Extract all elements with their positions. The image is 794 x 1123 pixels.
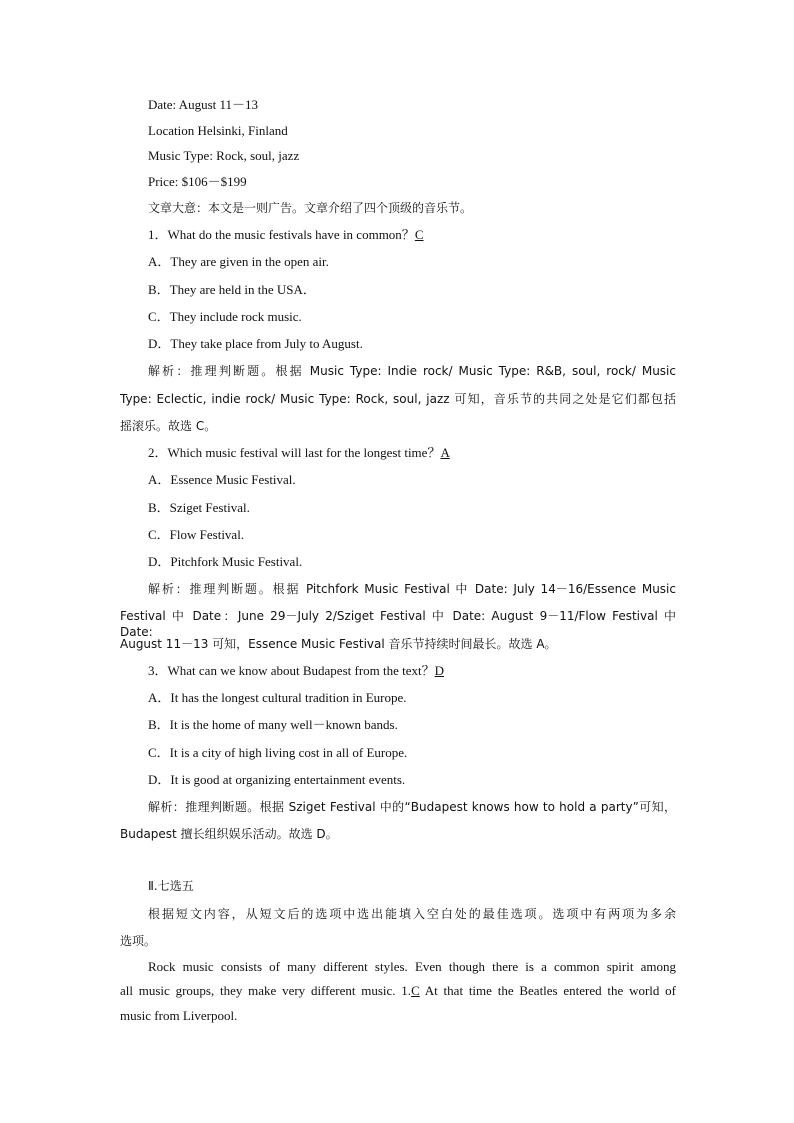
q1-explain-line-3: 摇滚乐。故选 C。 — [120, 419, 217, 433]
passage-line-2 — [120, 983, 676, 999]
q3-option-d: D．It is good at organizing entertainment events. — [148, 772, 406, 787]
q3-option-b: B．It is the home of many well－known bands. — [148, 717, 398, 732]
section-2-heading: Ⅱ.七选五 — [148, 879, 194, 893]
info-price: Price: $106－$199 — [148, 174, 247, 189]
passage-line-2-start: all music groups, they make very different music. 1. — [120, 983, 412, 998]
q1-option-c: C．They include rock music. — [148, 309, 302, 324]
q2-option-d: D．Pitchfork Music Festival. — [148, 554, 303, 569]
section-2-instructions-line-1: 根据短文内容，从短文后的选项中选出能填入空白处的最佳选项。选项中有两项为多余 — [148, 907, 676, 921]
q3-option-c: C．It is a city of high living cost in all of Europe. — [148, 745, 408, 760]
q2-option-c: C．Flow Festival. — [148, 527, 245, 542]
question-1 — [148, 227, 423, 243]
q1-explain-line-1: 解析：推理判断题。根据 Music Type: Indie rock/ Music Type: R&B, soul, rock/ Music — [148, 364, 676, 378]
q2-option-a: A．Essence Music Festival. — [148, 472, 296, 487]
q1-option-d: D．They take place from July to August. — [148, 336, 363, 351]
q2-explain-line-2: Festival 中 Date：June 29－July 2/Sziget Festival 中 Date: August 9－11/Flow Festival 中 Date: — [120, 609, 676, 639]
info-music-type: Music Type: Rock, soul, jazz — [148, 148, 300, 163]
question-3 — [148, 663, 444, 679]
q1-option-a: A．They are given in the open air. — [148, 254, 329, 269]
q2-option-b: B．Sziget Festival. — [148, 500, 250, 515]
q1-option-b: B．They are held in the USA． — [148, 282, 316, 297]
question-2 — [148, 445, 450, 461]
question-3-answer: D — [434, 663, 445, 678]
section-2-instructions-line-2: 选项。 — [120, 934, 157, 948]
passage-blank-1-answer: C — [411, 983, 420, 998]
q2-explain-line-1: 解析：推理判断题。根据 Pitchfork Music Festival 中 Date: July 14－16/Essence Music — [148, 582, 676, 596]
passage-line-1: Rock music consists of many different styles. Even though there is a common spirit among — [148, 959, 676, 974]
question-1-text: 1．What do the music festivals have in common？ — [148, 227, 415, 242]
q3-explain-line-2: Budapest 擅长组织娱乐活动。故选 D。 — [120, 827, 338, 841]
q3-explain-line-1: 解析：推理判断题。根据 Sziget Festival 中的“Budapest knows how to hold a party”可知， — [148, 800, 676, 814]
info-location: Location Helsinki, Finland — [148, 123, 288, 138]
q3-option-a: A．It has the longest cultural tradition in Europe. — [148, 690, 407, 705]
passage-line-2-end: At that time the Beatles entered the world of — [419, 983, 676, 998]
question-1-answer: C — [414, 227, 424, 242]
info-date: Date: August 11－13 — [148, 97, 259, 112]
passage-line-3: music from Liverpool. — [120, 1008, 238, 1023]
question-3-text: 3．What can we know about Budapest from the text？ — [148, 663, 435, 678]
summary: 文章大意：本文是一则广告。文章介绍了四个顶级的音乐节。 — [148, 201, 473, 215]
question-2-text: 2．Which music festival will last for the longest time？ — [148, 445, 441, 460]
question-2-answer: A — [440, 445, 450, 460]
q2-explain-line-3: August 11－13 可知，Essence Music Festival 音乐节持续时间最长。故选 A。 — [120, 637, 557, 651]
q1-explain-line-2: Type: Eclectic, indie rock/ Music Type: Rock, soul, jazz 可知，音乐节的共同之处是它们都包括 — [120, 392, 676, 406]
